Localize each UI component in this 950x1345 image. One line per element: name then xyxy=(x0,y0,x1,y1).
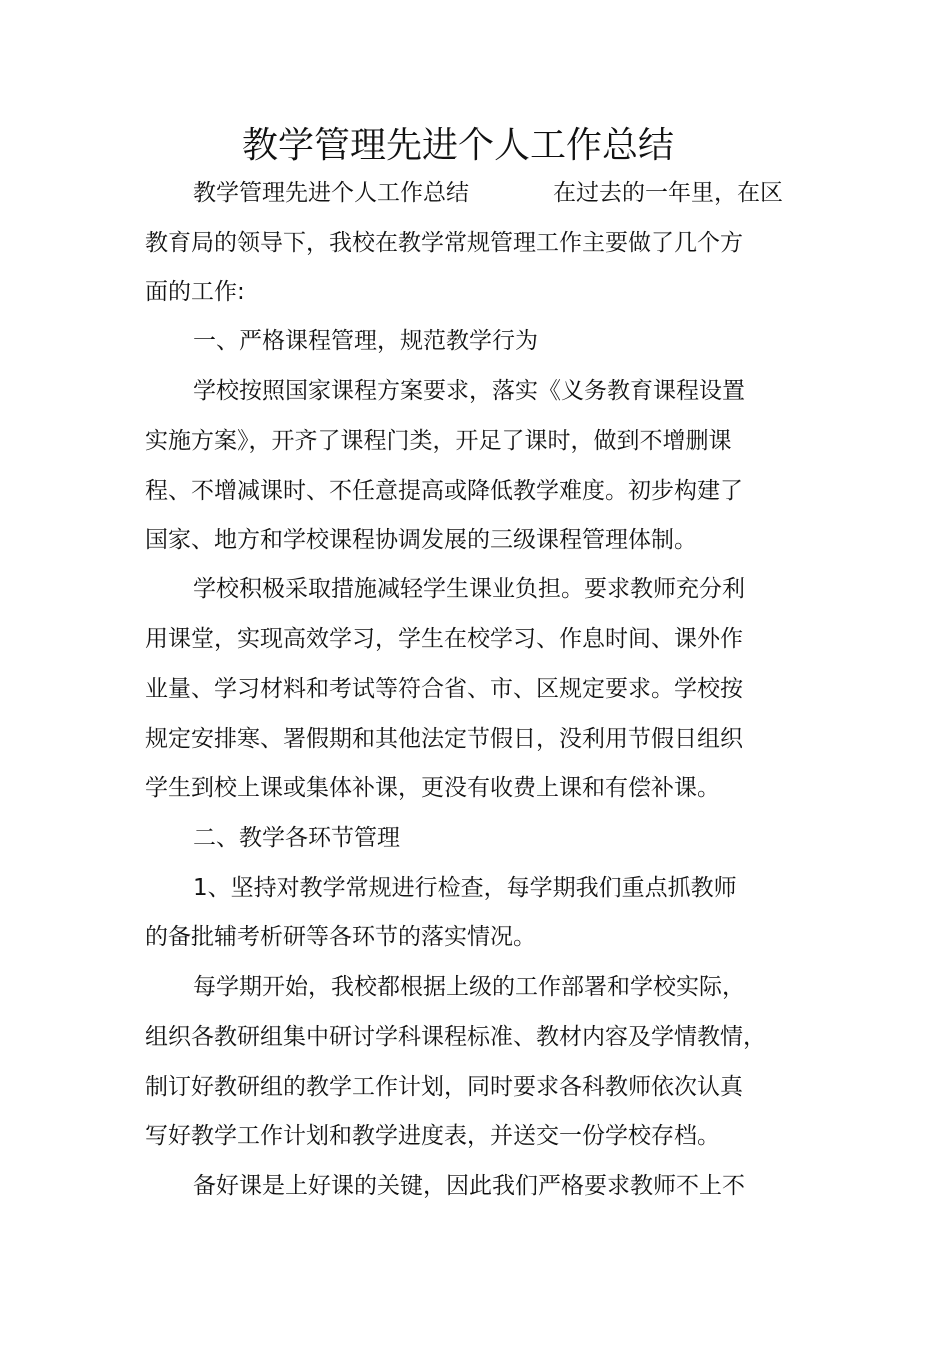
paragraph-2-line-5: 学生到校上课或集体补课，更没有收费上课和有偿补课。 xyxy=(145,775,720,801)
paragraph-4-line-4: 写好教学工作计划和教学进度表，并送交一份学校存档。 xyxy=(145,1123,720,1149)
paragraph-2-line-3: 业量、学习材料和考试等符合省、市、区规定要求。学校按 xyxy=(145,676,743,702)
paragraph-1-line-1: 学校按照国家课程方案要求，落实《义务教育课程设置 xyxy=(193,378,745,404)
document-title: 教学管理先进个人工作总结 xyxy=(241,125,674,166)
paragraph-1-line-4: 国家、地方和学校课程协调发展的三级课程管理体制。 xyxy=(145,527,697,553)
intro-paragraph-line-3: 面的工作: xyxy=(145,279,245,305)
paragraph-4-line-2: 组织各教研组集中研讨学科课程标准、教材内容及学情教情， xyxy=(145,1024,766,1050)
section-heading-1: 一、严格课程管理，规范教学行为 xyxy=(193,328,538,354)
paragraph-3-line-1: 1、坚持对教学常规进行检查，每学期我们重点抓教师 xyxy=(193,875,737,901)
paragraph-2-line-2: 用课堂，实现高效学习，学生在校学习、作息时间、课外作 xyxy=(145,626,743,652)
paragraph-2-line-4: 规定安排寒、署假期和其他法定节假日，没利用节假日组织 xyxy=(145,726,743,752)
paragraph-4-line-3: 制订好教研组的教学工作计划，同时要求各科教师依次认真 xyxy=(145,1074,743,1100)
paragraph-1-line-3: 程、不增减课时、不任意提高或降低教学难度。初步构建了 xyxy=(145,478,743,504)
paragraph-2-line-1: 学校积极采取措施减轻学生课业负担。要求教师充分利 xyxy=(193,576,745,602)
intro-paragraph-line-1: 在过去的一年里，在区 xyxy=(553,180,783,206)
paragraph-1-line-2: 实施方案》，开齐了课程门类，开足了课时，做到不增删课 xyxy=(145,428,732,454)
section-heading-2: 二、教学各环节管理 xyxy=(193,825,400,851)
paragraph-3-line-2: 的备批辅考析研等各环节的落实情况。 xyxy=(145,924,536,950)
intro-title-line: 教学管理先进个人工作总结 xyxy=(193,180,469,206)
intro-paragraph-line-2: 教育局的领导下，我校在教学常规管理工作主要做了几个方 xyxy=(145,230,743,256)
paragraph-4-line-1: 每学期开始，我校都根据上级的工作部署和学校实际， xyxy=(193,974,745,1000)
paragraph-5-line-1: 备好课是上好课的关键，因此我们严格要求教师不上不 xyxy=(193,1173,745,1199)
